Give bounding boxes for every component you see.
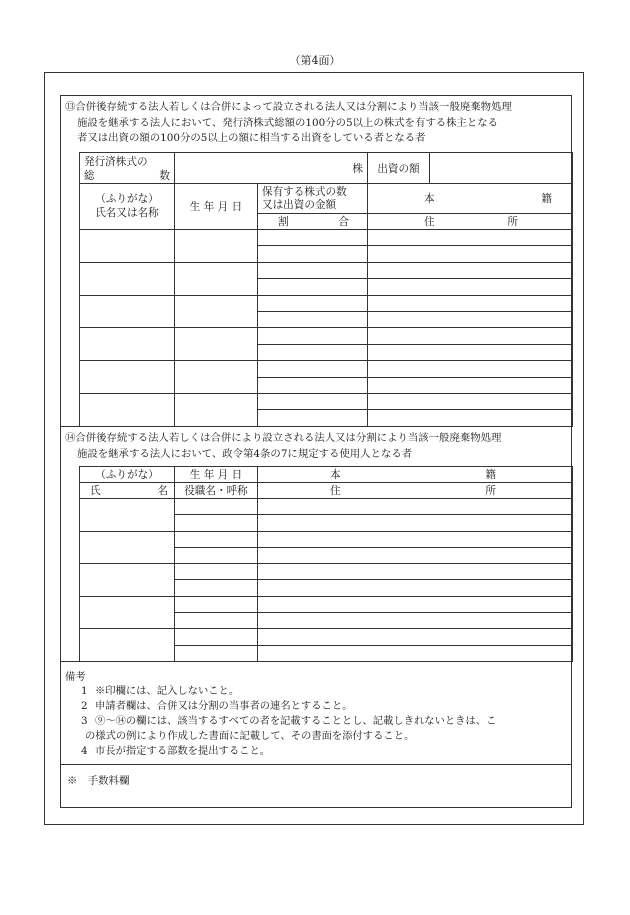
issued-shares-label-1: 発行済株式の bbox=[84, 155, 148, 168]
table-row bbox=[80, 564, 573, 580]
table-row bbox=[80, 499, 573, 515]
birthdate-cell[interactable] bbox=[175, 295, 258, 328]
col-held-label-1: 保有する株式の数 bbox=[262, 185, 347, 198]
table-row bbox=[80, 596, 573, 612]
table-row bbox=[80, 328, 573, 344]
domicile-cell[interactable] bbox=[258, 531, 573, 547]
note-number: 3 bbox=[81, 715, 88, 727]
col-ratio-b: 合 bbox=[338, 216, 349, 228]
position-cell[interactable] bbox=[175, 645, 258, 661]
held-cell[interactable] bbox=[258, 393, 368, 409]
name-cell[interactable] bbox=[80, 295, 175, 328]
table-row bbox=[80, 230, 573, 246]
table-row bbox=[80, 531, 573, 547]
issued-shares-label bbox=[80, 153, 175, 184]
table-row bbox=[80, 262, 573, 278]
note-text-continued: の様式の例により作成した書面に記載して、その書面を添付すること。 bbox=[85, 729, 415, 742]
col-address-a: 住 bbox=[424, 216, 435, 228]
table-row bbox=[80, 393, 573, 409]
birthdate-cell[interactable] bbox=[175, 499, 258, 515]
ratio-cell[interactable] bbox=[258, 344, 368, 360]
name-cell[interactable] bbox=[80, 393, 175, 426]
section-13-title-line-2: 施設を継承する法人において、発行済株式総額の100分の5以上の株式を有する株主となる bbox=[77, 116, 499, 129]
col-domicile-header bbox=[368, 184, 573, 214]
ratio-cell[interactable] bbox=[258, 377, 368, 393]
col-domicile-14-b: 籍 bbox=[485, 469, 496, 481]
col-position-header: 役職名・呼称 bbox=[175, 483, 258, 499]
ratio-cell[interactable] bbox=[258, 410, 368, 426]
address-cell[interactable] bbox=[368, 377, 573, 393]
address-cell[interactable] bbox=[368, 410, 573, 426]
issued-shares-label-2a: 総 bbox=[84, 169, 95, 182]
birthdate-cell[interactable] bbox=[175, 328, 258, 361]
col-held-label-2: 又は出資の金額 bbox=[262, 198, 337, 211]
col-held-header bbox=[258, 184, 368, 214]
note-item bbox=[81, 714, 563, 743]
notes-section bbox=[60, 661, 572, 765]
col-name-header-14 bbox=[80, 483, 175, 499]
name-cell[interactable] bbox=[80, 499, 175, 532]
name-cell[interactable] bbox=[80, 328, 175, 361]
investment-field[interactable] bbox=[430, 153, 573, 184]
domicile-cell[interactable] bbox=[368, 295, 573, 311]
name-cell[interactable] bbox=[80, 361, 175, 394]
col-birthdate-header-14: 生 年 月 日 bbox=[175, 467, 258, 483]
domicile-cell[interactable] bbox=[258, 596, 573, 612]
col-domicile-b: 籍 bbox=[541, 193, 552, 205]
held-cell[interactable] bbox=[258, 328, 368, 344]
col-ratio-a: 割 bbox=[278, 216, 289, 228]
shares-unit: 株 bbox=[352, 162, 363, 175]
domicile-cell[interactable] bbox=[368, 361, 573, 377]
section-14-title-line-1: ⑭合併後存続する法人若しくは合併により設立される法人又は分割により当該一般廃棄物処理 bbox=[65, 432, 502, 444]
domicile-cell[interactable] bbox=[258, 499, 573, 515]
position-cell[interactable] bbox=[175, 613, 258, 629]
ratio-cell[interactable] bbox=[258, 279, 368, 295]
position-cell[interactable] bbox=[175, 515, 258, 531]
section-14-title-line-2: 施設を継承する法人において、政令第4条の7に規定する使用人となる者 bbox=[77, 447, 413, 460]
address-cell[interactable] bbox=[258, 645, 573, 661]
col-address-b: 所 bbox=[507, 216, 518, 228]
domicile-cell[interactable] bbox=[258, 564, 573, 580]
col-name-furigana: （ふりがな） bbox=[95, 193, 159, 205]
domicile-cell[interactable] bbox=[368, 262, 573, 278]
birthdate-cell[interactable] bbox=[175, 361, 258, 394]
name-cell[interactable] bbox=[80, 629, 175, 662]
col-address-14-b: 所 bbox=[485, 485, 496, 497]
col-ratio-header bbox=[258, 214, 368, 230]
name-cell[interactable] bbox=[80, 531, 175, 564]
fee-label: ※ 手数料欄 bbox=[67, 775, 130, 787]
note-text: 申請者欄は、合併又は分割の当事者の連名とすること。 bbox=[95, 700, 353, 712]
birthdate-cell[interactable] bbox=[175, 262, 258, 295]
shareholder-table bbox=[79, 152, 573, 427]
name-cell[interactable] bbox=[80, 564, 175, 597]
position-cell[interactable] bbox=[175, 547, 258, 563]
note-number: 1 bbox=[81, 685, 88, 697]
note-text: ※印欄には、記入しないこと。 bbox=[95, 685, 240, 697]
table-row bbox=[80, 361, 573, 377]
table-row bbox=[80, 629, 573, 645]
domicile-cell[interactable] bbox=[368, 328, 573, 344]
investment-label: 出資の額 bbox=[368, 153, 430, 184]
address-cell[interactable] bbox=[368, 246, 573, 262]
name-cell[interactable] bbox=[80, 262, 175, 295]
birthdate-cell[interactable] bbox=[175, 531, 258, 547]
col-birthdate-header: 生 年 月 日 bbox=[175, 184, 258, 230]
address-cell[interactable] bbox=[258, 515, 573, 531]
col-name-14-a: 氏 bbox=[90, 485, 101, 497]
col-domicile-a: 本 bbox=[424, 193, 435, 205]
birthdate-cell[interactable] bbox=[175, 393, 258, 426]
birthdate-cell[interactable] bbox=[175, 564, 258, 580]
held-cell[interactable] bbox=[258, 230, 368, 246]
domicile-cell[interactable] bbox=[368, 393, 573, 409]
address-cell[interactable] bbox=[368, 311, 573, 327]
col-name-header bbox=[80, 184, 175, 230]
held-cell[interactable] bbox=[258, 361, 368, 377]
address-cell[interactable] bbox=[368, 279, 573, 295]
held-cell[interactable] bbox=[258, 295, 368, 311]
notes-title: 備考 bbox=[65, 671, 86, 683]
col-furigana-header: （ふりがな） bbox=[80, 467, 175, 483]
ratio-cell[interactable] bbox=[258, 246, 368, 262]
table-row bbox=[80, 295, 573, 311]
section-13-title bbox=[65, 100, 567, 147]
name-cell[interactable] bbox=[80, 596, 175, 629]
address-cell[interactable] bbox=[258, 547, 573, 563]
note-item bbox=[81, 744, 563, 759]
col-address-14-a: 住 bbox=[330, 485, 341, 497]
note-item bbox=[81, 684, 563, 699]
col-address-header-14 bbox=[258, 483, 573, 499]
col-domicile-header-14 bbox=[258, 467, 573, 483]
employee-table bbox=[79, 466, 573, 662]
birthdate-cell[interactable] bbox=[175, 596, 258, 612]
col-domicile-14-a: 本 bbox=[330, 469, 341, 481]
address-cell[interactable] bbox=[258, 613, 573, 629]
section-14-title bbox=[65, 431, 567, 462]
birthdate-cell[interactable] bbox=[175, 230, 258, 263]
note-number: 4 bbox=[81, 745, 88, 757]
col-name-label: 氏名又は名称 bbox=[95, 207, 159, 219]
birthdate-cell[interactable] bbox=[175, 629, 258, 645]
address-cell[interactable] bbox=[368, 344, 573, 360]
page-number: （第4面） bbox=[289, 54, 341, 67]
domicile-cell[interactable] bbox=[258, 629, 573, 645]
note-text: 市長が指定する部数を提出すること。 bbox=[95, 745, 271, 757]
section-13-title-line-3: 者又は出資の額の100分の5以上の額に相当する出資をしている者となる者 bbox=[77, 132, 426, 144]
held-cell[interactable] bbox=[258, 262, 368, 278]
section-13-title-line-1: ⑬合併後存続する法人若しくは合併によって設立される法人又は分割により当該一般廃棄物処理 bbox=[65, 101, 512, 113]
position-cell[interactable] bbox=[175, 580, 258, 596]
name-cell[interactable] bbox=[80, 230, 175, 263]
note-number: 2 bbox=[81, 700, 88, 712]
note-text: ⑨～⑭の欄には、該当するすべての者を記載することとし、記載しきれないときは、こ bbox=[95, 715, 497, 727]
issued-shares-field[interactable] bbox=[175, 153, 368, 184]
issued-shares-label-2b: 数 bbox=[159, 169, 170, 182]
ratio-cell[interactable] bbox=[258, 311, 368, 327]
domicile-cell[interactable] bbox=[368, 230, 573, 246]
col-address-header bbox=[368, 214, 573, 230]
col-name-14-b: 名 bbox=[157, 485, 168, 497]
address-cell[interactable] bbox=[258, 580, 573, 596]
fee-field[interactable] bbox=[60, 764, 572, 808]
note-item bbox=[81, 699, 563, 714]
